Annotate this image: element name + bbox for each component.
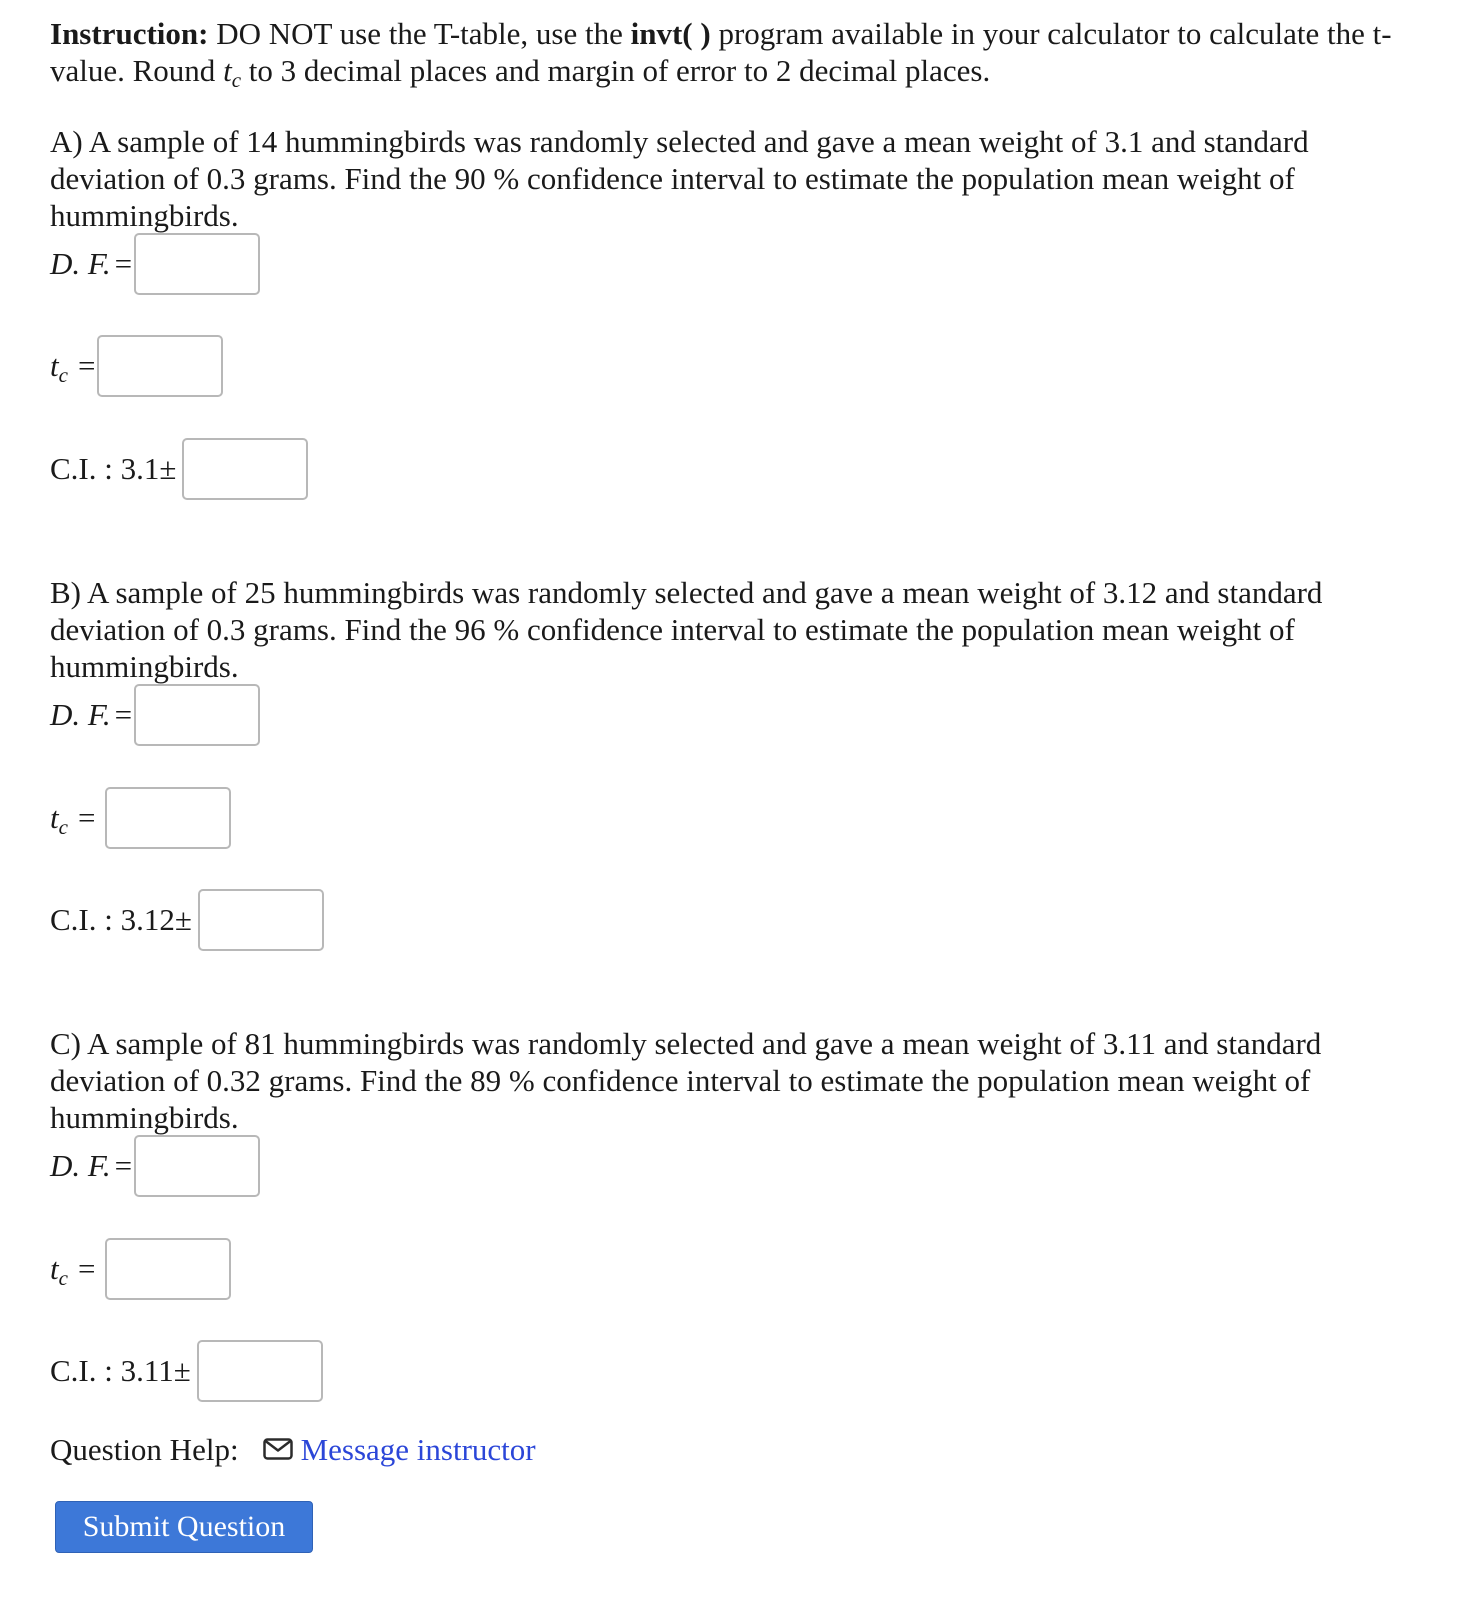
t-letter: t	[50, 800, 59, 835]
instruction-text	[50, 15, 1420, 93]
t-subscript: c	[58, 1266, 68, 1290]
problem-c-margin-input[interactable]	[197, 1340, 323, 1402]
equals-sign: =	[77, 800, 96, 835]
t-subscript: c	[231, 68, 242, 92]
tc-label	[50, 1251, 68, 1290]
problem-b-tc-input[interactable]	[105, 787, 231, 849]
equals-sign: =	[77, 1251, 96, 1286]
equals-sign: =	[114, 697, 133, 732]
tc-symbol	[223, 53, 242, 92]
tc-label	[50, 348, 68, 387]
question-help-label: Question Help:	[50, 1432, 239, 1467]
ci-label: C.I. : 3.12±	[50, 902, 192, 937]
instruction-label: Instruction:	[50, 16, 209, 51]
problem-a-text: A) A sample of 14 hummingbirds was randomly selected and gave a mean weight of 3.1 and standard deviation of 0.3 grams. Find the 90 % confidence interval to estimate the population mean weight of hummingbirds.	[50, 124, 1309, 233]
df-label: D. F.	[50, 697, 111, 732]
problem-b-df-row	[50, 683, 260, 747]
df-label: D. F.	[50, 1148, 111, 1183]
equals-sign: =	[114, 1148, 133, 1183]
ci-label: C.I. : 3.1±	[50, 451, 177, 486]
problem-a-tc-input[interactable]	[97, 335, 223, 397]
t-letter: t	[50, 1251, 59, 1286]
instruction-part-3: to 3 decimal places and margin of error to 2 decimal places.	[241, 53, 991, 88]
t-letter: t	[223, 53, 232, 88]
equals-sign: =	[114, 246, 133, 281]
problem-c-df-input[interactable]	[134, 1135, 260, 1197]
problem-c-tc-input[interactable]	[105, 1238, 231, 1300]
problem-b-margin-input[interactable]	[198, 889, 324, 951]
invt-function: invt( )	[630, 16, 711, 51]
instruction-part-2: program available in your calculator to calculate the t-value. Round	[50, 16, 1392, 88]
t-letter: t	[50, 348, 59, 383]
ci-label: C.I. : 3.11±	[50, 1353, 191, 1388]
problem-c-df-row	[50, 1134, 260, 1198]
problem-a-ci-row	[50, 437, 308, 501]
problem-c-ci-row	[50, 1339, 323, 1403]
problem-a-df-input[interactable]	[134, 233, 260, 295]
problem-a-tc-row	[50, 334, 223, 398]
df-label: D. F.	[50, 246, 111, 281]
problem-c-text: C) A sample of 81 hummingbirds was randomly selected and gave a mean weight of 3.11 and standard deviation of 0.32 grams. Find the 89 % confidence interval to estimate the population mean weight of hummingbirds.	[50, 1026, 1322, 1135]
question-help	[50, 1428, 536, 1472]
tc-label	[50, 800, 68, 839]
t-subscript: c	[58, 363, 68, 387]
problem-b-tc-row	[50, 786, 231, 850]
problem-b-df-input[interactable]	[134, 684, 260, 746]
problem-b-ci-row	[50, 888, 324, 952]
instruction-part-1: DO NOT use the T-table, use the	[208, 16, 631, 51]
message-instructor-link[interactable]	[239, 1432, 536, 1468]
problem-c-tc-row	[50, 1237, 231, 1301]
message-instructor-text: Message instructor	[300, 1432, 536, 1467]
problem-a-df-row	[50, 232, 260, 296]
submit-question-button[interactable]: Submit Question	[55, 1501, 313, 1553]
problem-a-margin-input[interactable]	[182, 438, 308, 500]
equals-sign: =	[77, 348, 96, 383]
t-subscript: c	[58, 815, 68, 839]
envelope-icon	[263, 1432, 293, 1468]
problem-b-text: B) A sample of 25 hummingbirds was randomly selected and gave a mean weight of 3.12 and standard deviation of 0.3 grams. Find the 96 % confidence interval to estimate the population mean weight of hummingbirds.	[50, 575, 1323, 684]
